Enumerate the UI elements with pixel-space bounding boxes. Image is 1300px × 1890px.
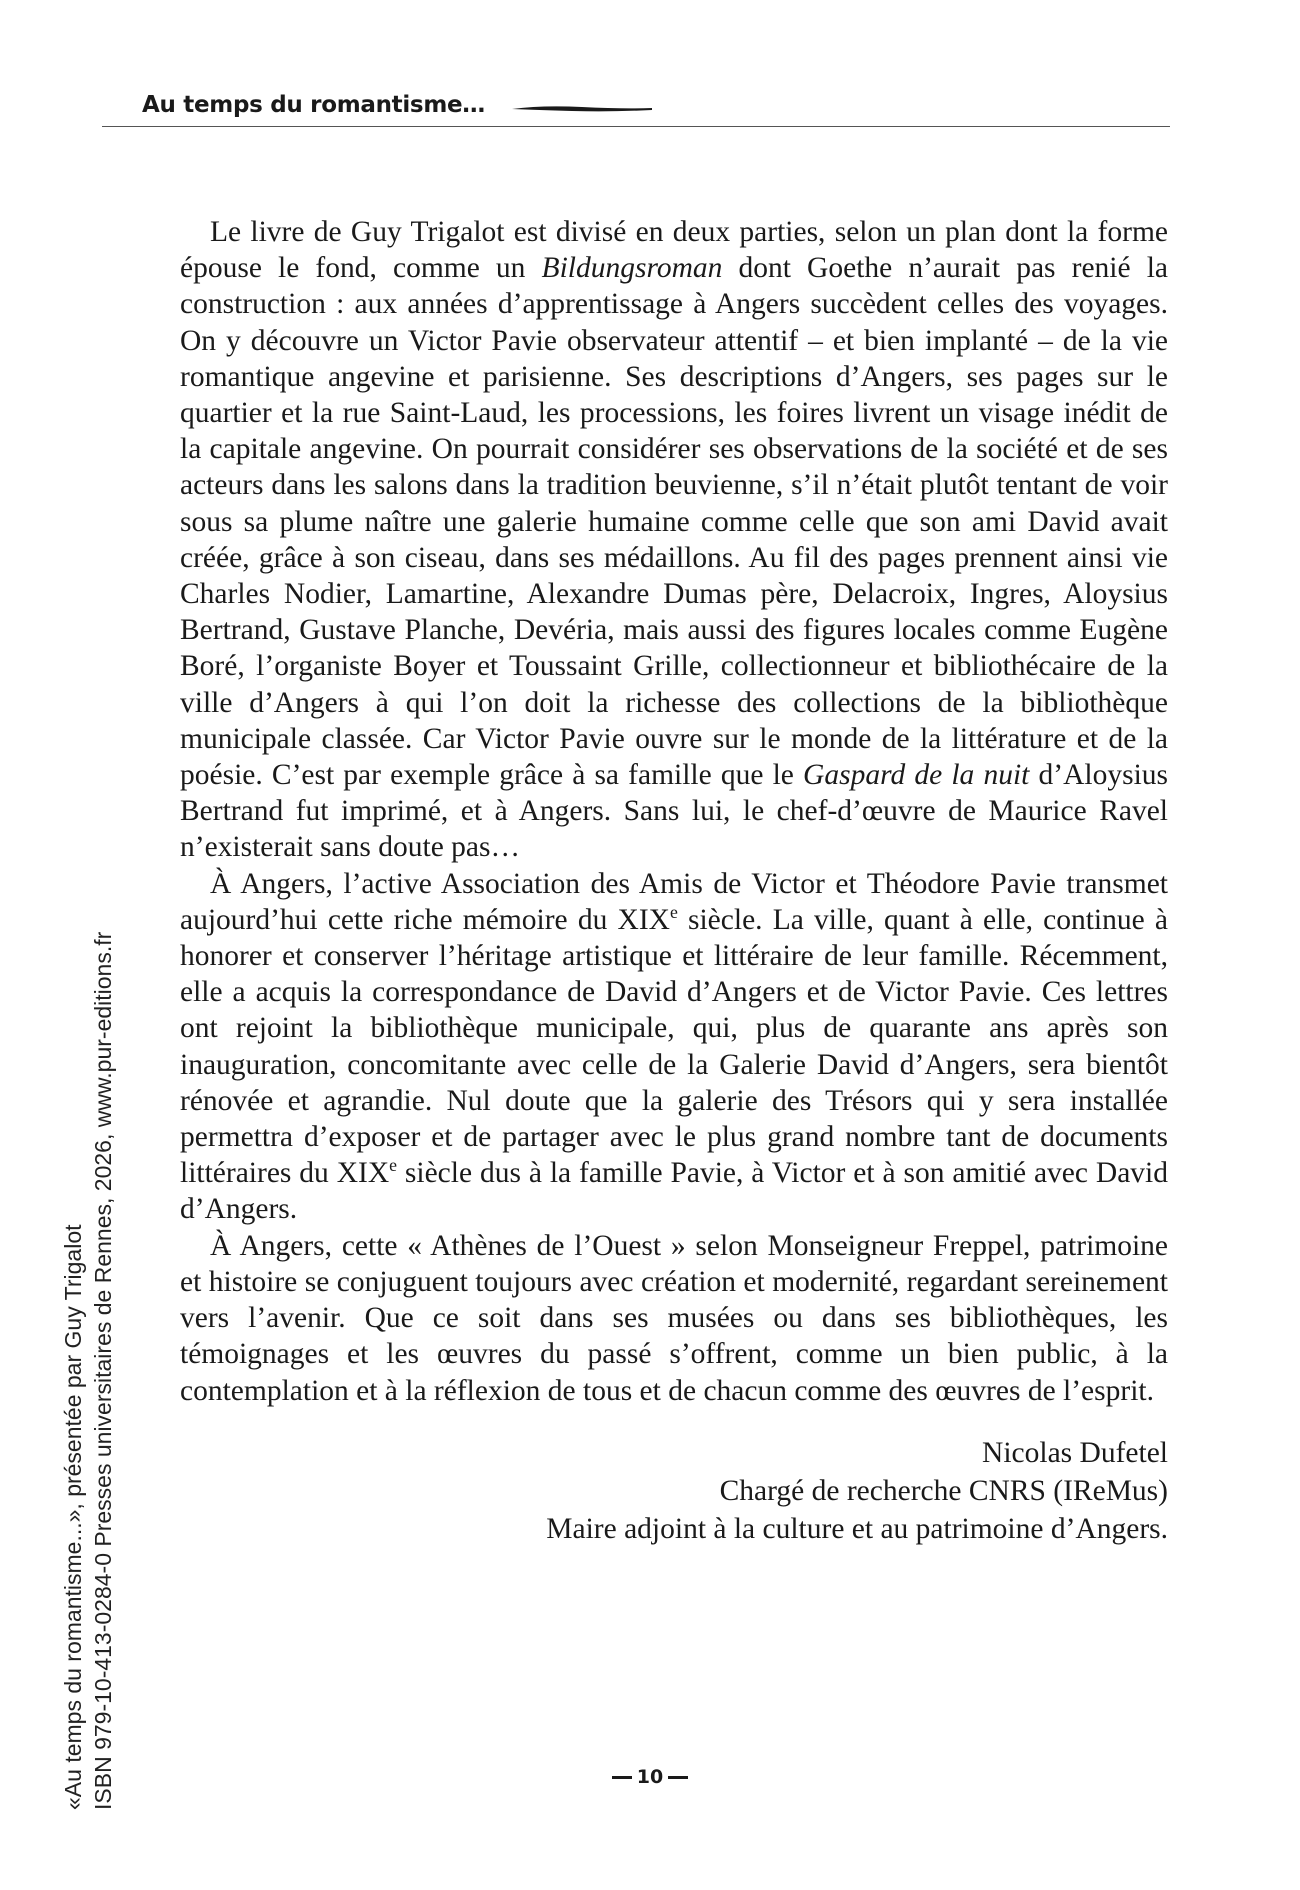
paragraph-1 (180, 214, 1168, 866)
paragraph-1-text-c: d’Aloysius Bertrand fut imprimé, et à Angers. Sans lui, le chef-d’œuvre de Maurice Ravel n’existerait sans doute pas… (180, 759, 1168, 864)
paragraph-3: À Angers, cette « Athènes de l’Ouest » selon Monseigneur Freppel, patrimoine et histoire se conjuguent toujours avec création et modernité, regardant sereinement vers l’avenir. Que ce soit dans ses musées ou dans ses bibliothèques, les témoignages et les œuvres du passé s’offrent, comme un bien public, à la contemplation et à la réflexion de tous et de chacun comme des œuvres de l’esprit. (180, 1229, 1168, 1407)
paragraph-2-text-a: À Angers, l’active Association des Amis de Victor et Théodore Pavie transmet aujourd’hui cette riche mémoire du (180, 867, 1168, 936)
side-note-line-2: ISBN 979-10-413-0284-0 Presses universitaires de Rennes, 2026, www.pur-editions.fr (90, 931, 116, 1810)
signature-block (546, 1434, 1168, 1548)
century-numeral: XIX (617, 903, 670, 936)
century-numeral: XIX (336, 1157, 390, 1190)
header-rule (102, 126, 1170, 127)
page-folio (0, 1766, 1300, 1788)
century-superscript: e (669, 902, 678, 923)
folio-dash-right-icon (668, 1776, 688, 1779)
paragraph-2-text-b: siècle. La ville, quant à elle, continue à honorer et conserver l’héritage artistique et littéraire de leur famille. Récemment, elle a acquis la correspondance de David d’Angers et de Victor Pavie. Ces lettres ont rejoint la bibliothèque municipale, qui, plus de quarante ans après son inauguration, concomitante avec celle de la Galerie David d’Angers, sera bientôt rénovée et agrandie. Nul doute que la galerie des Trésors qui y sera installée permettra d’exposer et de partager avec le plus grand nombre tant de documents littéraires du (180, 903, 1168, 1190)
italic-title-gaspard: Gaspard de la nuit (803, 759, 1030, 792)
paragraph-1-text-a: Le livre de Guy Trigalot est divisé en deux parties, selon un plan dont la forme épouse le fond, comme un (180, 216, 1168, 285)
century-superscript: e (389, 1155, 397, 1176)
side-note-line-1: «Au temps du romantisme...», présentée par Guy Trigalot (60, 1224, 86, 1810)
page-number: 10 (636, 1766, 664, 1788)
running-head-title: Au temps du romantisme… (142, 92, 485, 118)
paragraph-1-text-b: dont Goethe n’aurait pas renié la construction : aux années d’apprentissage à Angers succèdent celles des voyages. On y découvre un Victor Pavie observateur attentif – et bien implanté – de la vie romantique angevine et parisienne. Ses descriptions d’Angers, ses pages sur le quartier et la rue Saint-Laud, les processions, les foires livrent un visage inédit de la capitale angevine. On pourrait considérer ses observations de la société et de ses acteurs dans les salons dans la tradition beuvienne, s’il n’était plutôt tentant de voir sous sa plume naître une galerie humaine comme celle que son ami David avait créée, grâce à son ciseau, dans ses médaillons. Au fil des pages prennent ainsi vie Charles Nodier, Lamartine, Alexandre Dumas père, Delacroix, Ingres, Aloysius Bertrand, Gustave Planche, Devéria, mais aussi des figures locales comme Eugène Boré, l’organiste Boyer et Toussaint Grille, collectionneur et bibliothécaire de la ville d’Angers à qui l’on doit la richesse des collections de la bibliothèque municipale classée. Car Victor Pavie ouvre sur le monde de la littérature et de la poésie. C’est par exemple grâce à sa famille que le (180, 252, 1168, 792)
main-text (180, 214, 1168, 1409)
running-head (142, 88, 1170, 130)
paragraph-2 (180, 866, 1168, 1228)
signature-role-2: Maire adjoint à la culture et au patrimoine d’Angers. (546, 1513, 1168, 1545)
signature-role-1: Chargé de recherche CNRS (IReMus) (719, 1475, 1168, 1507)
copyright-side-note (58, 810, 138, 1810)
italic-title-bildungsroman: Bildungsroman (541, 252, 723, 285)
swash-ornament-icon (512, 104, 652, 114)
paragraph-2-text-c: siècle dus à la famille Pavie, à Victor et à son amitié avec David d’Angers. (180, 1157, 1168, 1226)
folio-dash-left-icon (612, 1776, 632, 1779)
signature-name: Nicolas Dufetel (982, 1437, 1168, 1469)
